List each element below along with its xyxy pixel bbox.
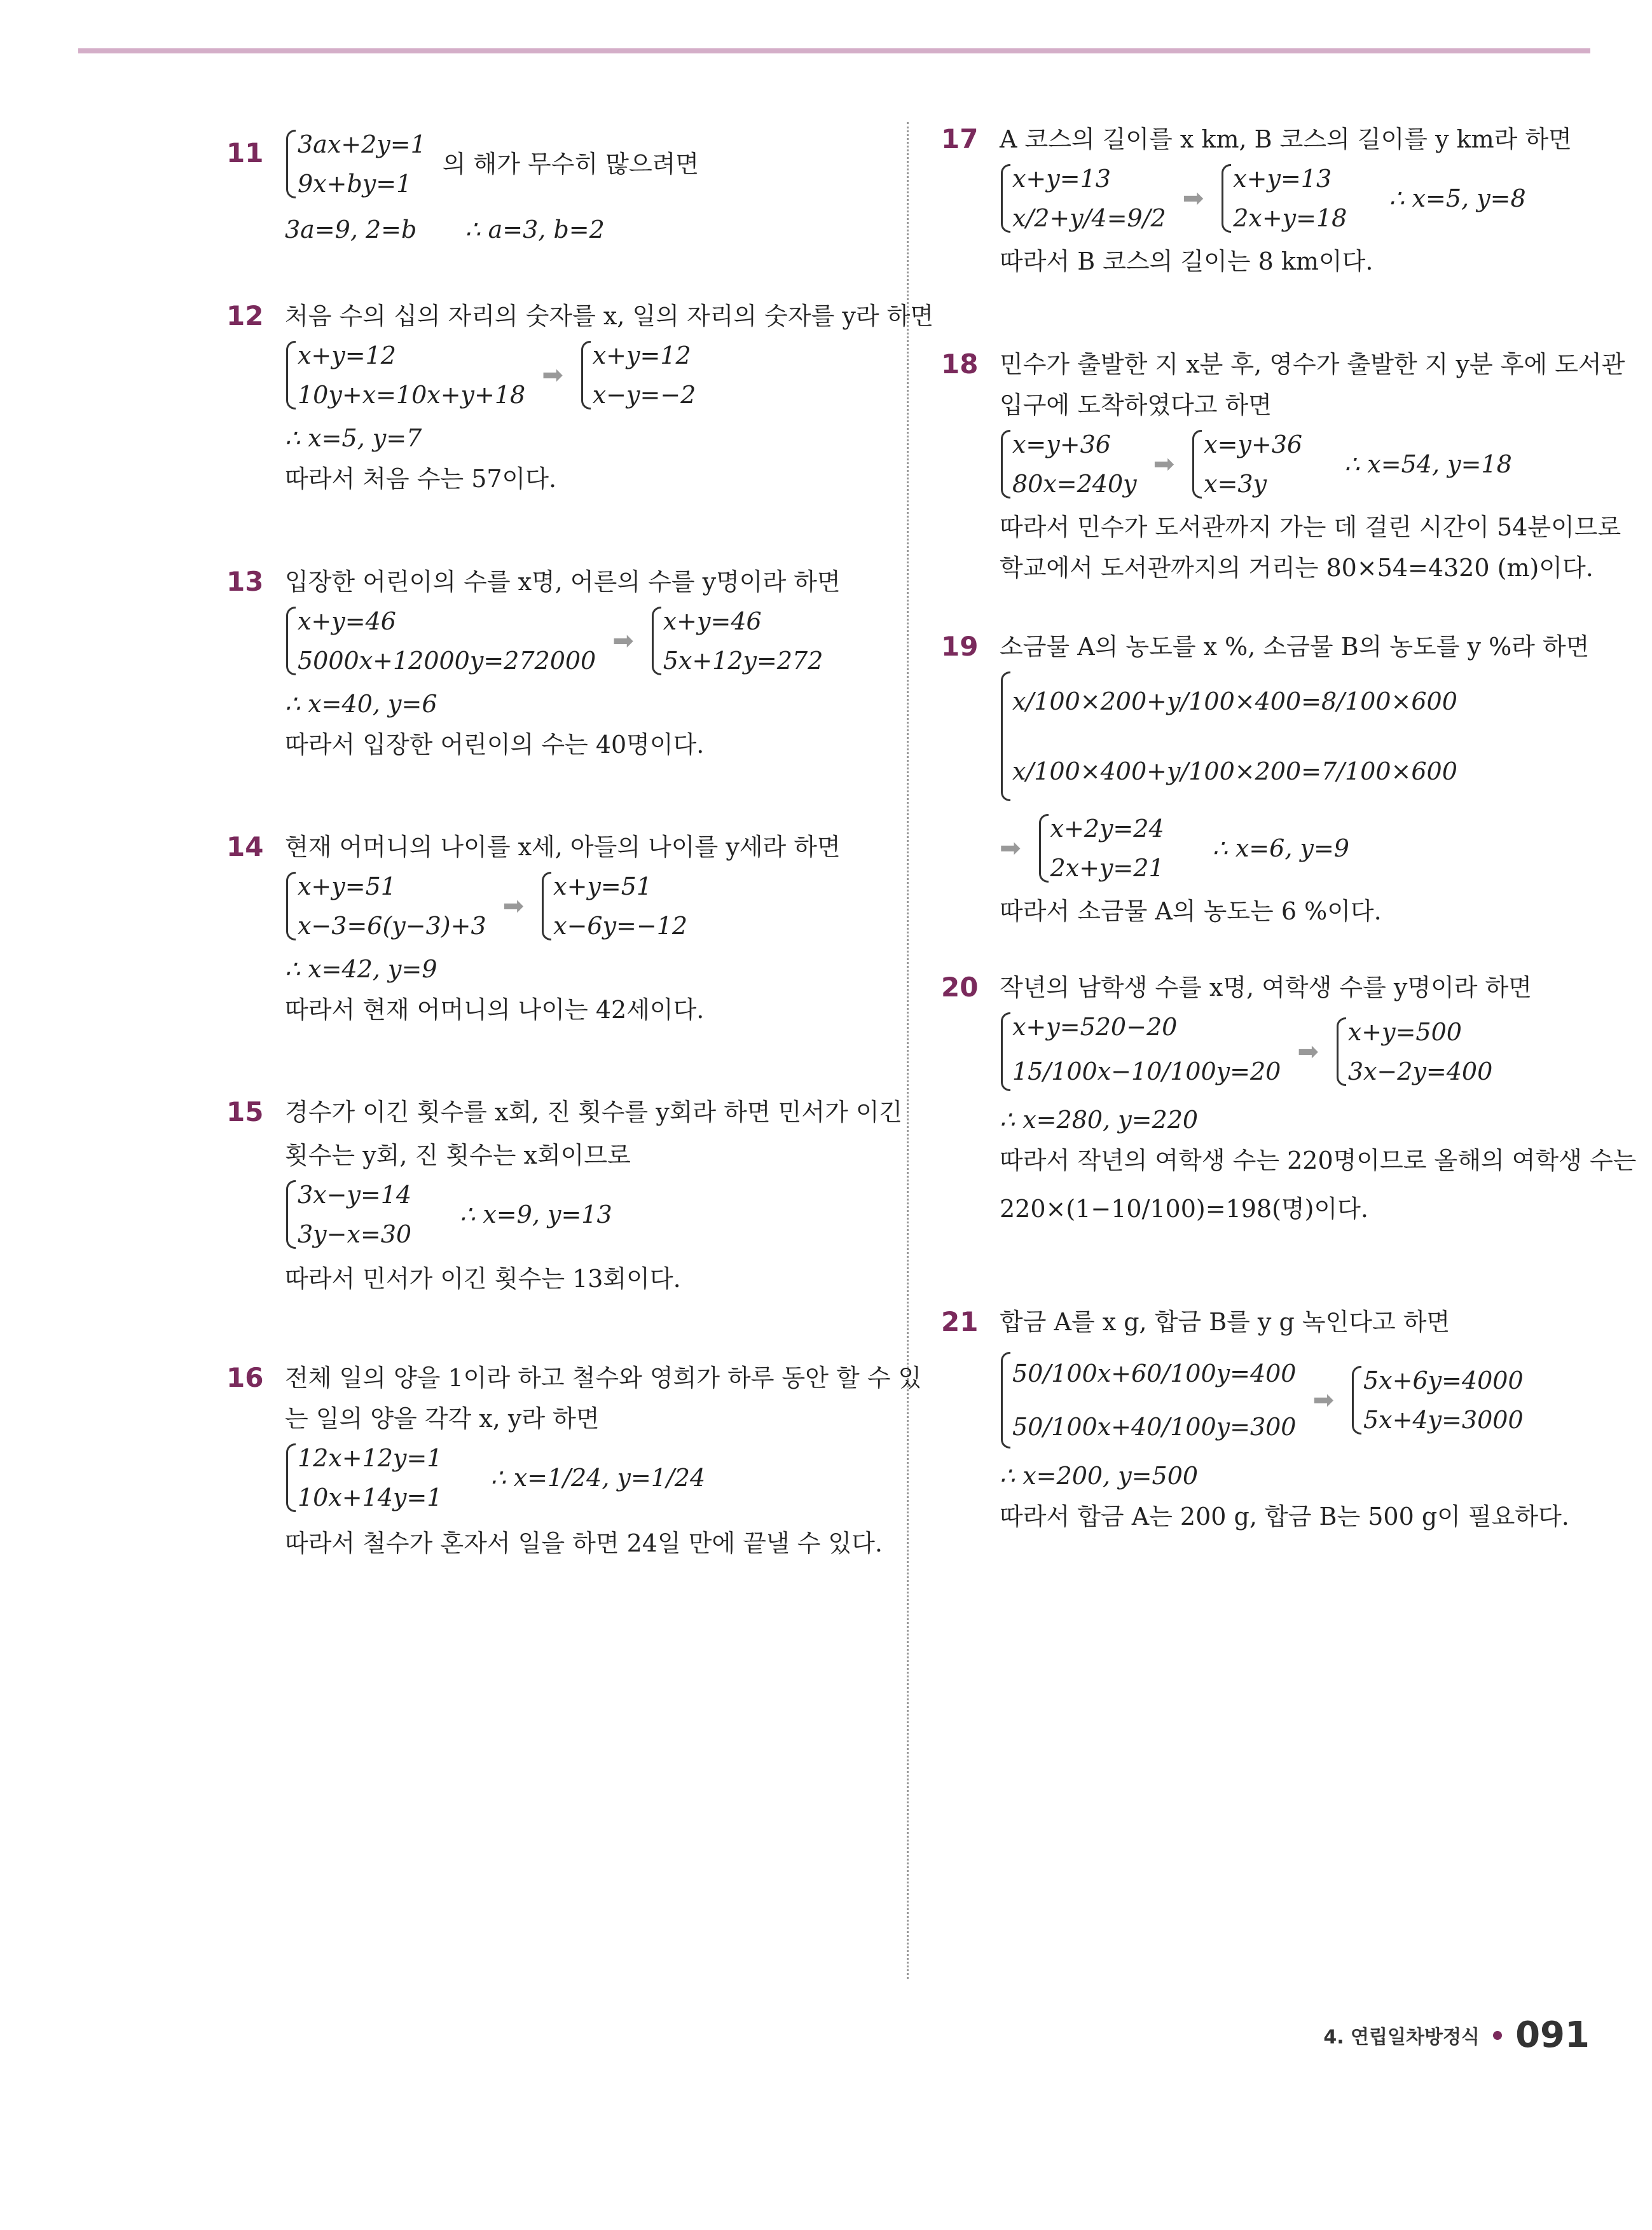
problem-20 bbox=[941, 970, 1637, 1226]
problem-number: 21 bbox=[941, 1306, 979, 1337]
problem-19 bbox=[941, 630, 1609, 928]
problem-number: 13 bbox=[226, 566, 264, 597]
equation: x/100×200+y/100×400=8/100×600 bbox=[1012, 687, 1457, 715]
equation: x+2y=24 bbox=[1050, 815, 1164, 843]
equation: 3x−2y=400 bbox=[1347, 1057, 1493, 1085]
equation: 50/100x+40/100y=300 bbox=[1012, 1413, 1297, 1441]
column-divider bbox=[907, 122, 909, 1979]
problem-14 bbox=[226, 830, 888, 1027]
problem-text: 의 해가 무수히 많으려면 bbox=[442, 150, 699, 178]
problem-text: 는 일의 양을 각각 x, y라 하면 bbox=[285, 1405, 600, 1433]
equation: x/100×400+y/100×200=7/100×600 bbox=[1012, 757, 1457, 785]
problem-text: 민수가 출발한 지 x분 후, 영수가 출발한 지 y분 후에 도서관 bbox=[1000, 350, 1625, 378]
equation-system bbox=[1000, 666, 1457, 806]
equation-system bbox=[1000, 159, 1166, 238]
problem-text: 처음 수의 십의 자리의 숫자를 x, 일의 자리의 숫자를 y라 하면 bbox=[285, 302, 934, 330]
equation: x=3y bbox=[1204, 470, 1267, 498]
top-rule bbox=[78, 48, 1590, 53]
equation: x+y=12 bbox=[592, 341, 691, 369]
equation-system bbox=[580, 336, 696, 415]
equation: 50/100x+60/100y=400 bbox=[1012, 1359, 1297, 1387]
equation: x−3=6(y−3)+3 bbox=[298, 912, 486, 940]
conclusion: 따라서 민서가 이긴 횟수는 13회이다. bbox=[285, 1265, 681, 1293]
conclusion: 학교에서 도서관까지의 거리는 80×54=4320 (m)이다. bbox=[1000, 554, 1593, 582]
equation: 3x−y=14 bbox=[298, 1181, 412, 1209]
arrow-icon: ➡ bbox=[1153, 450, 1175, 479]
equation: x+y=13 bbox=[1233, 165, 1332, 193]
problem-number: 19 bbox=[941, 631, 979, 662]
problem-11 bbox=[226, 122, 888, 249]
problem-text: 횟수는 y회, 진 횟수는 x회이므로 bbox=[285, 1141, 631, 1169]
equation: x+y=520−20 bbox=[1012, 1013, 1178, 1041]
answer: ∴ x=280, y=220 bbox=[1000, 1106, 1199, 1134]
problem-12 bbox=[226, 299, 934, 496]
arrow-icon: ➡ bbox=[1297, 1037, 1319, 1066]
conclusion: 220×(1−10/100)=198(명)이다. bbox=[1000, 1195, 1368, 1223]
equation: x−y=−2 bbox=[592, 381, 696, 409]
equation: 15/100x−10/100y=20 bbox=[1012, 1057, 1281, 1085]
conclusion: 따라서 소금물 A의 농도는 6 %이다. bbox=[1000, 897, 1382, 925]
problem-17 bbox=[941, 122, 1609, 279]
equation: 3ax+2y=1 bbox=[298, 130, 426, 158]
equation: 5000x+12000y=272000 bbox=[298, 647, 596, 675]
arrow-icon: ➡ bbox=[612, 626, 634, 656]
conclusion: 따라서 민수가 도서관까지 가는 데 걸린 시간이 54분이므로 bbox=[1000, 513, 1621, 541]
equation-system bbox=[285, 125, 426, 203]
equation-system bbox=[1000, 1347, 1296, 1454]
equation: 3y−x=30 bbox=[298, 1220, 412, 1248]
conclusion: 따라서 B 코스의 길이는 8 km이다. bbox=[1000, 247, 1373, 275]
answer: ∴ x=1/24, y=1/24 bbox=[490, 1464, 706, 1492]
problem-text: 입구에 도착하였다고 하면 bbox=[1000, 391, 1272, 419]
arrow-icon: ➡ bbox=[542, 361, 563, 390]
problem-text: 현재 어머니의 나이를 x세, 아들의 나이를 y세라 하면 bbox=[285, 833, 841, 861]
problem-number: 16 bbox=[226, 1362, 264, 1393]
problem-text: 작년의 남학생 수를 x명, 여학생 수를 y명이라 하면 bbox=[1000, 974, 1532, 1001]
equation: 2x+y=21 bbox=[1050, 854, 1164, 882]
arrow-icon: ➡ bbox=[1312, 1386, 1334, 1415]
problem-number: 11 bbox=[226, 137, 264, 169]
equation: 5x+6y=4000 bbox=[1363, 1366, 1524, 1394]
equation-system bbox=[1351, 1361, 1524, 1440]
equation: x+y=51 bbox=[298, 872, 396, 900]
equation-system bbox=[540, 867, 687, 946]
conclusion: 따라서 작년의 여학생 수는 220명이므로 올해의 여학생 수는 bbox=[1000, 1146, 1637, 1174]
equation: 2x+y=18 bbox=[1233, 204, 1347, 232]
problem-number: 12 bbox=[226, 300, 264, 331]
equation: x+y=12 bbox=[298, 341, 396, 369]
problem-number: 14 bbox=[226, 831, 264, 862]
equation: x/2+y/4=9/2 bbox=[1012, 204, 1166, 232]
answer: ∴ x=200, y=500 bbox=[1000, 1462, 1199, 1490]
answer: ∴ x=6, y=9 bbox=[1212, 834, 1349, 862]
page-footer bbox=[1323, 2014, 1590, 2056]
bullet-icon bbox=[1493, 2031, 1502, 2040]
equation-system bbox=[1220, 159, 1347, 238]
problem-text: 경수가 이긴 횟수를 x회, 진 횟수를 y회라 하면 민서가 이긴 bbox=[285, 1098, 903, 1126]
equation: 5x+12y=272 bbox=[663, 647, 823, 675]
problem-text: 소금물 A의 농도를 x %, 소금물 B의 농도를 y %라 하면 bbox=[1000, 633, 1590, 661]
derivation: 3a=9, 2=b bbox=[285, 216, 417, 244]
problem-text: 합금 A를 x g, 합금 B를 y g 녹인다고 하면 bbox=[1000, 1308, 1450, 1336]
arrow-icon: ➡ bbox=[1182, 184, 1204, 213]
equation-system bbox=[1000, 1007, 1281, 1096]
conclusion: 따라서 입장한 어린이의 수는 40명이다. bbox=[285, 731, 705, 759]
equation-system bbox=[285, 602, 596, 680]
problem-15 bbox=[226, 1095, 903, 1296]
equation-system bbox=[285, 1175, 411, 1254]
equation: x+y=46 bbox=[298, 607, 396, 635]
equation: x=y+36 bbox=[1012, 430, 1111, 458]
answer: ∴ x=9, y=13 bbox=[460, 1201, 612, 1229]
problem-text: 전체 일의 양을 1이라 하고 철수와 영희가 하루 동안 할 수 있 bbox=[285, 1364, 922, 1392]
problem-number: 20 bbox=[941, 972, 979, 1003]
equation: 5x+4y=3000 bbox=[1363, 1406, 1524, 1434]
page-number: 091 bbox=[1515, 2014, 1590, 2056]
equation: 80x=240y bbox=[1012, 470, 1137, 498]
problem-text: 입장한 어린이의 수를 x명, 어른의 수를 y명이라 하면 bbox=[285, 568, 841, 596]
equation: x+y=500 bbox=[1347, 1018, 1462, 1046]
equation-system bbox=[285, 867, 486, 946]
equation-system bbox=[285, 336, 525, 415]
conclusion: 따라서 철수가 혼자서 일을 하면 24일 만에 끝낼 수 있다. bbox=[285, 1529, 883, 1557]
arrow-icon: ➡ bbox=[1000, 834, 1021, 863]
answer: ∴ x=5, y=8 bbox=[1389, 184, 1526, 212]
equation: x+y=46 bbox=[663, 607, 762, 635]
equation-system bbox=[1191, 425, 1302, 504]
equation-system bbox=[285, 1438, 442, 1517]
equation-system bbox=[1335, 1012, 1492, 1091]
problem-text: A 코스의 길이를 x km, B 코스의 길이를 y km라 하면 bbox=[1000, 125, 1572, 153]
problem-16 bbox=[226, 1361, 922, 1560]
answer: ∴ x=42, y=9 bbox=[285, 955, 437, 983]
chapter-title: 4. 연립일차방정식 bbox=[1323, 2026, 1480, 2049]
problem-21 bbox=[941, 1305, 1609, 1534]
equation: 10y+x=10x+y+18 bbox=[298, 381, 526, 409]
equation-system bbox=[1000, 425, 1137, 504]
problem-13 bbox=[226, 565, 888, 762]
problem-number: 18 bbox=[941, 348, 979, 380]
equation: x=y+36 bbox=[1204, 430, 1303, 458]
conclusion: 따라서 합금 A는 200 g, 합금 B는 500 g이 필요하다. bbox=[1000, 1503, 1569, 1531]
problem-18 bbox=[941, 347, 1625, 585]
equation-system bbox=[1038, 809, 1164, 888]
answer: ∴ x=54, y=18 bbox=[1344, 450, 1512, 478]
equation: 10x+14y=1 bbox=[298, 1483, 443, 1511]
problem-number: 17 bbox=[941, 123, 979, 155]
equation: 9x+by=1 bbox=[298, 170, 412, 198]
equation: 12x+12y=1 bbox=[298, 1444, 443, 1472]
answer: ∴ a=3, b=2 bbox=[465, 216, 605, 244]
equation: x+y=13 bbox=[1012, 165, 1111, 193]
conclusion: 따라서 처음 수는 57이다. bbox=[285, 465, 557, 493]
equation: x−6y=−12 bbox=[553, 912, 688, 940]
answer: ∴ x=5, y=7 bbox=[285, 424, 422, 452]
problem-number: 15 bbox=[226, 1096, 264, 1127]
arrow-icon: ➡ bbox=[502, 891, 525, 921]
answer: ∴ x=40, y=6 bbox=[285, 690, 437, 718]
equation: x+y=51 bbox=[553, 872, 652, 900]
conclusion: 따라서 현재 어머니의 나이는 42세이다. bbox=[285, 996, 705, 1024]
equation-system bbox=[650, 602, 823, 680]
